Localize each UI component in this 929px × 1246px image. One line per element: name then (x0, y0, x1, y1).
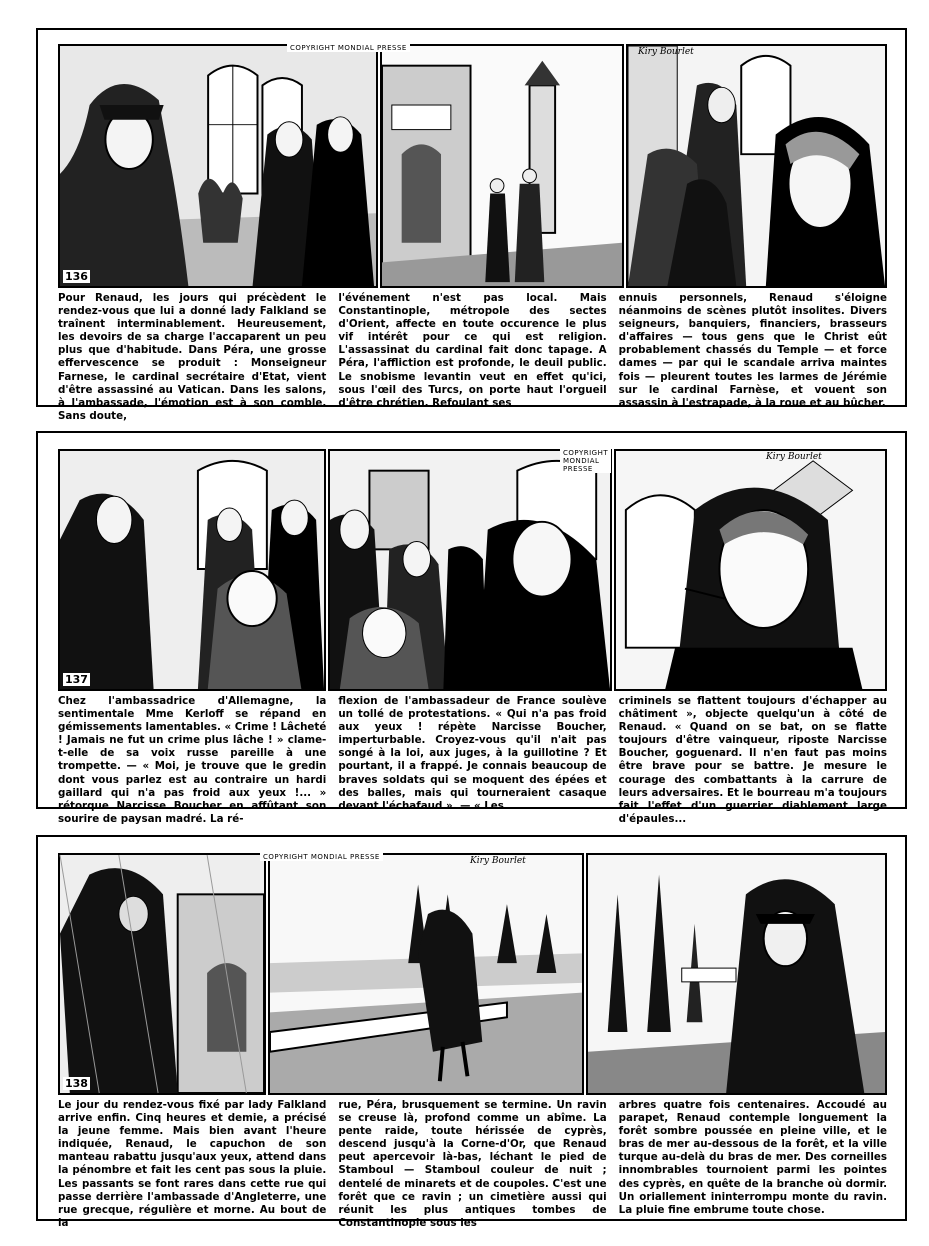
panel-renaud-profile (626, 44, 887, 288)
closeup-illustration (616, 451, 885, 689)
rain-street-illustration (60, 855, 264, 1093)
panel-pera-street (290, 44, 624, 288)
caption-text (58, 292, 887, 423)
ravine-illustration (270, 855, 582, 1093)
caption-column-1: Pour Renaud, les jours qui précèdent le rendez-vous que lui a donné lady Falkland se traînent interminablement. Heureusement, les devoirs de sa charge l'accaparent un peu plus que d'habitude. Dans Péra, une grosse effervescence se produit : Monseigneur Farnese, le cardinal secrétaire d'Etat, vient d'être assassiné au Vatican. Dans les salons, à l'ambassade, l'émotion est à son comble. Sans doute, (58, 292, 327, 422)
caption-column-2: rue, Péra, brusquement se termine. Un ravin se creuse là, profond comme un abîme. La pente raide, toute hérissée de cyprès, descend jusqu'à la Corne-d'Or, que Renaud peut apercevoir là-bas, léchant le pied de Stamboul — Stamboul couleur de nuit ; dentelé de minarets et de coupoles. C'est une forêt que ce ravin ; un cimetière aussi qui réunit les plus antiques tombes de Constantinople sous les (338, 1099, 607, 1229)
panel-officer-salon (58, 44, 378, 288)
caption-text (58, 695, 887, 826)
panel-row (58, 449, 887, 691)
profile-illustration (628, 46, 885, 286)
panel-row (58, 44, 887, 288)
caption-column-3: ennuis personnels, Renaud s'éloigne néanmoins de scènes plutôt insolites. Divers seigneurs, banquiers, financiers, brasseurs d'affaires — tous gens que le Christ eût probablement chassés du Temple — et force dames — par qui le scandale arriva maintes fois — pleurent toutes les larmes de Jérémie sur le cardinal Farnèse, et vouent son assassin à l'estrapade, à la roue et au bûcher. (618, 292, 887, 409)
caption-column-3: criminels se flattent toujours d'échapper au châtiment », objecte quelqu'un à côté de Renaud. « Quand on se bat, on se flatte toujours d'être vainqueur, riposte Narcisse Boucher, goguenard. Il n'en faut pas moins être brave pour se battre. Je mesure le courage des combattants à la carrure de leurs adversaires. Et le bourreau m'a toujours fait l'effet d'un guerrier diablement large d'épaules... (618, 695, 887, 825)
copyright-notice: COPYRIGHT MONDIAL PRESSE (560, 449, 611, 473)
comic-strip-2 (36, 431, 907, 825)
artist-signature: Kiry Bourlet (766, 452, 822, 462)
caption-column-3: arbres quatre fois centenaires. Accoudé au parapet, Renaud contemple longuement la forêt sombre poussée en pleine ville, et le bras de mer au-dessous de la forêt, et la ville turque au-delà du bras de mer. Des corneilles innombrables tournoient parmi les pointes des cyprès, en quête de la branche où dormir. Un oriallement ininterrompu monte du ravin. La pluie fine embrume toute chose. (618, 1099, 887, 1216)
panel-number: 138 (65, 1077, 88, 1090)
salon-illustration (60, 46, 376, 286)
panel-number: 136 (65, 270, 88, 283)
guests-illustration (60, 451, 324, 689)
copyright-notice: COPYRIGHT MONDIAL PRESSE (260, 853, 383, 861)
comic-strip-1 (36, 28, 907, 422)
caption-column-2: l'événement n'est pas local. Mais Constantinople, métropole des sectes d'Orient, affecte en toute occurence le plus vif intérêt pour ce qui est religion. L'assassinat du cardinal fait donc tapage. A Péra, l'affliction est profonde, le deuil public. Le snobisme levantin veut en effet qu'ici, sous l'œil des Turcs, on porte haut l'orgueil d'être chrétien. Refoulant ses (338, 292, 607, 409)
panel-ravine-view (263, 853, 584, 1095)
caption-text (58, 1099, 887, 1230)
panel-ambassador-reflection (328, 449, 612, 691)
caption-column-1: Le jour du rendez-vous fixé par lady Falkland arrive enfin. Cinq heures et demie, a précisé la jeune femme. Mais bien avant l'heure indiquée, Renaud, le capuchon de son manteau rabattu jusqu'aux yeux, attend dans la pénombre et fait les cent pas sous la pluie. Les passants se font rares dans cette rue qui passe derrière l'ambassade d'Angleterre, une rue grecque, régulière et morne. Au bout de la (58, 1099, 327, 1229)
ballroom-illustration (330, 451, 610, 689)
panel-embassy-guests (58, 449, 326, 691)
copyright-notice: COPYRIGHT MONDIAL PRESSE (287, 44, 410, 52)
panel-number: 137 (65, 673, 88, 686)
artist-signature: Kiry Bourlet (638, 47, 694, 57)
street-illustration (382, 46, 622, 286)
panel-narcisse-boucher (614, 449, 887, 691)
caption-column-1: Chez l'ambassadrice d'Allemagne, la sentimentale Mme Kerloff se répand en gémissements lamentables. « Crime ! Lâcheté ! Jamais ne fut un crime plus lâche ! » clame-t-elle de sa voix russe pareille à une trompette. — « Moi, je trouve que le gredin dont vous parlez est au contraire un hardi gaillard qui n'a pas froid aux yeux !... » rétorque Narcisse Boucher en affûtant son sourire de paysan madré. La ré- (58, 695, 327, 825)
panel-row (58, 853, 887, 1095)
comic-strip-3 (36, 835, 907, 1229)
parapet-illustration (588, 855, 885, 1093)
caption-column-2: flexion de l'ambassadeur de France soulève un tollé de protestations. « Qui n'a pas froid aux yeux ! répète Narcisse Boucher, imperturbable. Croyez-vous qu'il n'ait pas songé à la loi, aux juges, à la guillotine ? Et pourtant, il a frappé. Je connais beaucoup de braves soldats qui se moquent des épées et des balles, mais qui tourneraient casaque devant l'échafaud ». — « Les (338, 695, 607, 812)
panel-hooded-renaud (58, 853, 266, 1095)
panel-renaud-parapet (586, 853, 887, 1095)
artist-signature: Kiry Bourlet (470, 856, 526, 866)
